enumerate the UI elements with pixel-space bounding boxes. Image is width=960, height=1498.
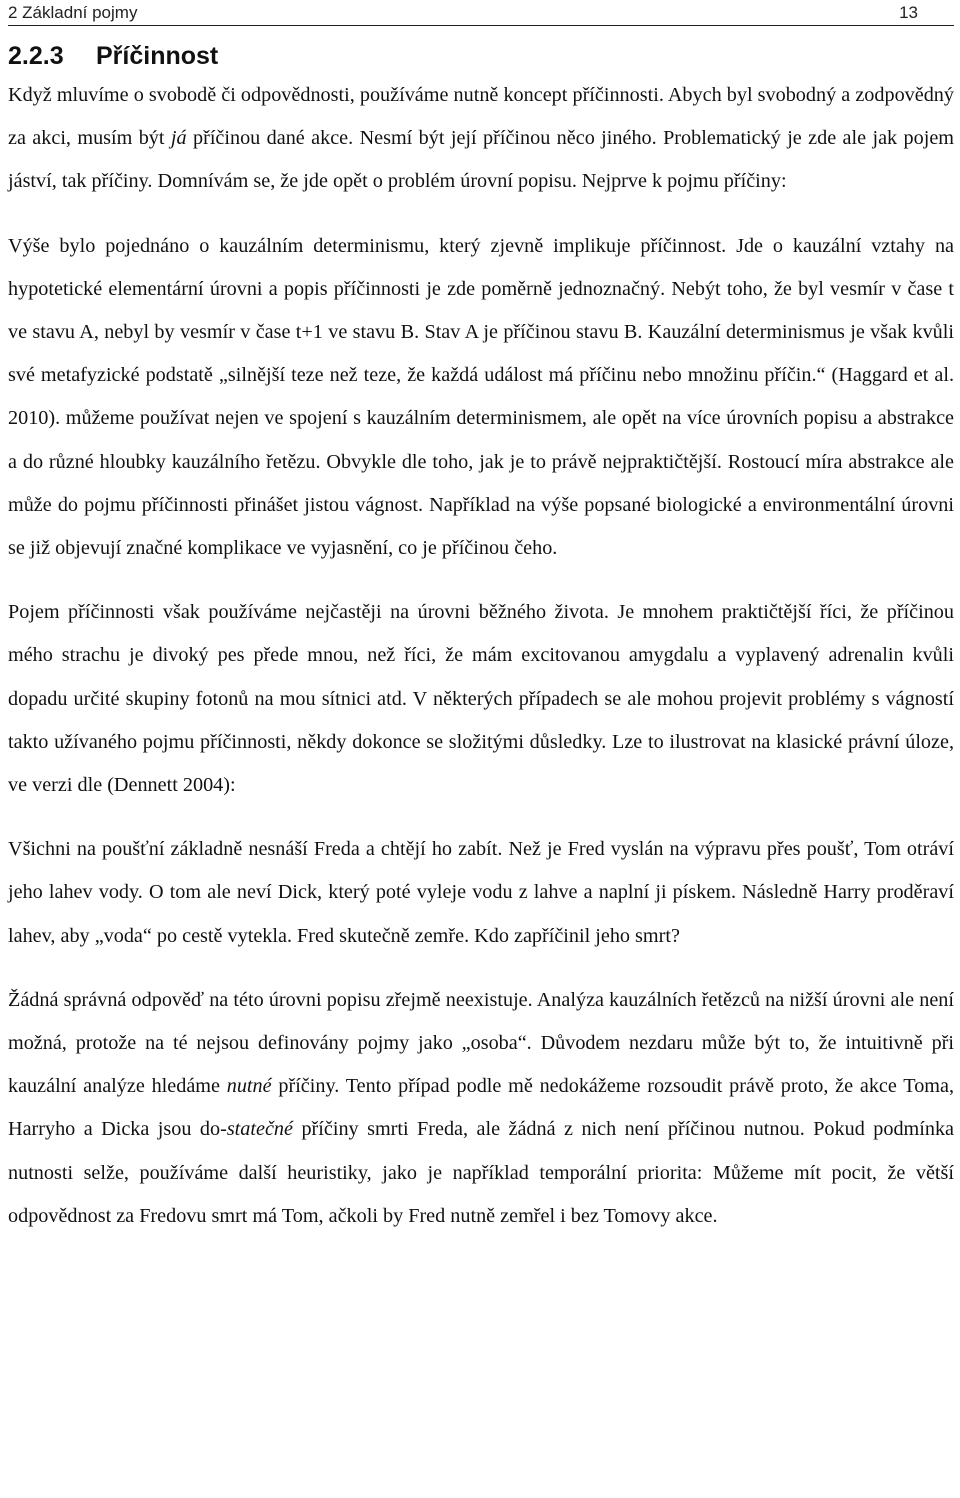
- page-number: 13: [899, 3, 918, 22]
- paragraph-5-emphasis-b: statečné: [226, 1118, 293, 1141]
- paragraph-2: Výše bylo pojednáno o kauzálním determinismu, který zjevně implikuje příčinnost. Jde o kauzální vztahy na hypotetické elementární úrovni a popis příčinnosti je zde poměrně jednoznačný. Nebýt toho, že byl vesmír v čase t ve stavu A, nebyl by vesmír v čase t+1 ve stavu B. Stav A je příčinou stavu B. Kauzální determinismus je však kvůli své metafyzické podstatě „silnější teze než teze, že každá událost má příčinu nebo množinu příčin.“ (Haggard et al. 2010). můžeme používat nejen ve spojení s kauzálním determinismem, ale opět na více úrovních popisu a abstrakce a do různé hloubky kauzálního řetězu. Obvykle dle toho, jak je to právě nejpraktičtější. Rostoucí míra abstrakce ale může do pojmu příčinnosti přinášet jistou vágnost. Například na výše popsané biologické a environmentální úrovni se již objevují značné komplikace ve vyjasnění, co je příčinou čeho.: [8, 234, 954, 560]
- paragraph-4: Všichni na poušťní základně nesnáší Freda a chtějí ho zabít. Než je Fred vyslán na výpravu přes poušť, Tom otráví jeho lahev vody. O tom ale neví Dick, který poté vyleje vodu z lahve a naplní ji pískem. Následně Harry proděraví lahev, aby „voda“ po cestě vytekla. Fred skutečně zemře. Kdo zapříčinil jeho smrt?: [8, 838, 954, 947]
- section-number: 2.2.3: [8, 42, 64, 70]
- section-title: Příčinnost: [96, 42, 219, 70]
- section-heading: [8, 38, 954, 74]
- paragraph-5-text-a: Žádná správná odpověď na této úrovni popisu zřejmě neexistuje. Analýza kauzálních řetězců na nižší úrovni ale není možná, protože na té nejsou definovány pojmy jako „osoba“. Důvodem nezdaru může být to, že intuitivně při kauzální analýze hledáme: [8, 988, 954, 1098]
- paragraph-5-text-c: příčiny smrti Freda, ale žádná z nich není příčinou nutnou. Pokud podmínka nutnosti selže, používáme další heuristiky, jako je například temporální priorita: Můžeme mít pocit, že větší odpovědnost za Fredovu smrt má Tom, ačkoli by Fred nutně zemřel i bez Tomovy akce.: [8, 1118, 954, 1227]
- paragraph-5: [8, 979, 954, 1238]
- paragraph-5-emphasis-a: nutné: [226, 1075, 272, 1098]
- chapter-title: 2 Základní pojmy: [8, 3, 138, 22]
- paragraph-1-text: Když mluvíme o svobodě či odpovědnosti, používáme nutně koncept příčinnosti. Abych byl svobodný a zodpovědný za akci, musím být: [8, 84, 954, 150]
- paragraph-1-emphasis: já: [170, 127, 187, 150]
- paragraph-5-text-b: příčiny. Tento případ podle mě nedokážeme rozsoudit právě proto, že akce Toma, Harryho a Dicka jsou do-: [8, 1075, 954, 1141]
- paragraph-1: [8, 74, 954, 204]
- paragraph-3: Pojem příčinnosti však používáme nejčastěji na úrovni běžného života. Je mnohem praktičtější říci, že příčinou mého strachu je divoký pes přede mnou, než říci, že mám excitovanou amygdalu a vyplavený adrenalin kvůli dopadu určité skupiny fotonů na mou sítnici atd. V některých případech se ale mohou projevit problémy s vágností takto užívaného pojmu příčinnosti, někdy dokonce se složitými důsledky. Lze to ilustrovat na klasické právní úloze, ve verzi dle (Dennett 2004):: [8, 601, 954, 797]
- paragraph-1-tail: příčinou dané akce. Nesmí být její příčinou něco jiného. Problematický je zde ale jak pojem jáství, tak příčiny. Domnívám se, že jde opět o problém úrovní popisu. Nejprve k pojmu příčiny:: [8, 127, 954, 193]
- running-header: [8, 0, 954, 26]
